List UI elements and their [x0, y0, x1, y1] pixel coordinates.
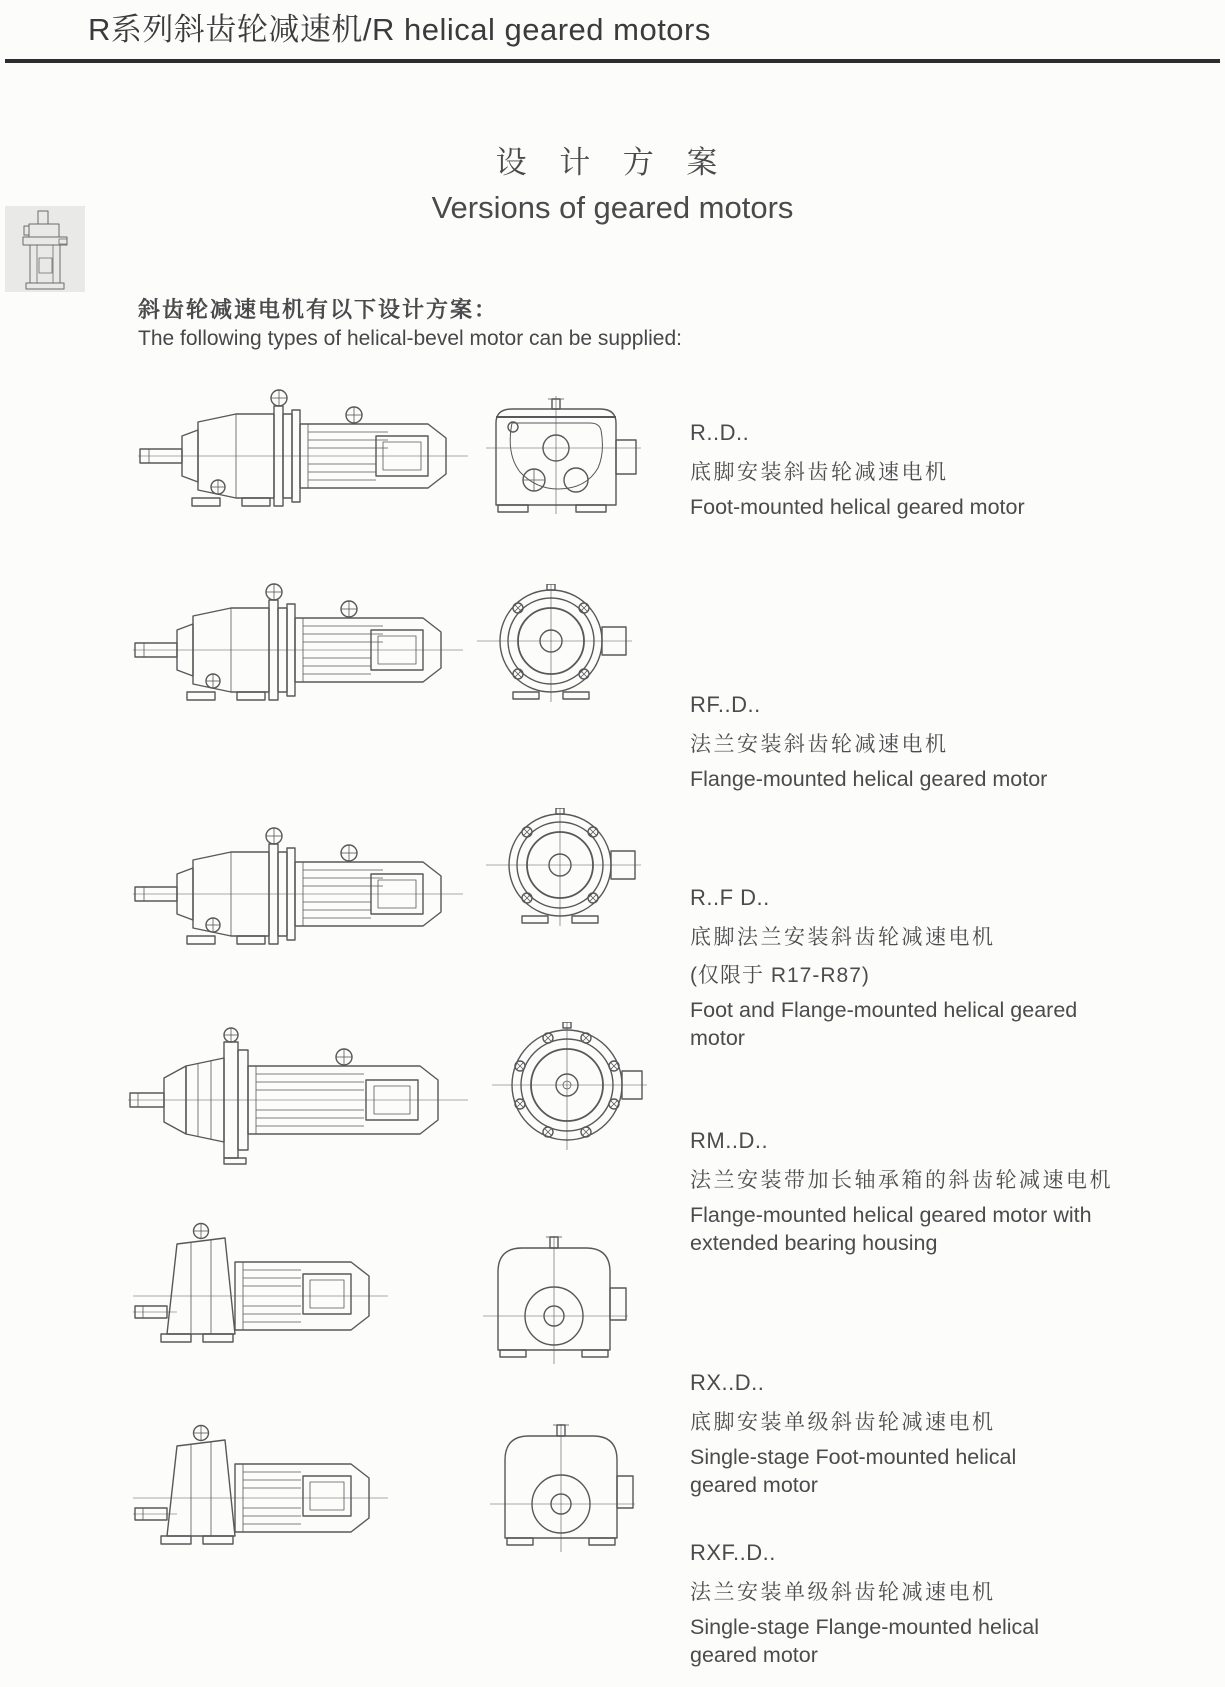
description-cn: 法兰安装带加长轴承箱的斜齿轮减速电机 — [690, 1169, 1113, 1192]
front-view-drawing-r-d — [486, 396, 641, 514]
side-view-drawing-r-f-d — [133, 826, 463, 952]
side-view-drawing-rm-d — [128, 1026, 468, 1166]
description-cn: 法兰安装斜齿轮减速电机 — [690, 733, 949, 756]
version-text-rxf-d — [690, 1540, 1085, 1669]
margin-thumbnail — [5, 206, 85, 292]
model-code: RM..D.. — [690, 1128, 769, 1153]
vertical-geared-motor-icon — [5, 206, 85, 292]
model-code: R..D.. — [690, 420, 750, 445]
front-view-drawing-rm-d — [492, 1022, 647, 1150]
description-cn: 法兰安装单级斜齿轮减速电机 — [690, 1581, 996, 1604]
description-en: Single-stage Flange-mounted helical geared motor — [690, 1615, 1039, 1667]
intro-text-en: The following types of helical-bevel motor can be supplied: — [138, 327, 682, 350]
version-text-rx-d — [690, 1370, 1055, 1499]
side-view-drawing-r-d — [138, 388, 468, 514]
description-en: Flange-mounted helical geared motor with extended bearing housing — [690, 1203, 1092, 1255]
front-view-drawing-rf-d — [477, 584, 632, 702]
description-en: Single-stage Foot-mounted helical geared motor — [690, 1445, 1017, 1497]
version-text-rm-d — [690, 1128, 1145, 1257]
model-code: R..F D.. — [690, 885, 770, 910]
description-en: Foot-mounted helical geared motor — [690, 495, 1025, 519]
version-text-r-d — [690, 420, 1170, 522]
description-cn: 底脚安装单级斜齿轮减速电机 — [690, 1411, 996, 1434]
description-cn: 底脚法兰安装斜齿轮减速电机 — [690, 926, 996, 949]
version-text-rf-d — [690, 692, 1170, 794]
page-header-title: R系列斜齿轮减速机/R helical geared motors — [88, 12, 711, 47]
section-title-cn: 设 计 方 案 — [495, 145, 730, 180]
section-title-en: Versions of geared motors — [431, 190, 794, 225]
model-code: RXF..D.. — [690, 1540, 776, 1565]
description-en: Flange-mounted helical geared motor — [690, 767, 1048, 791]
side-view-drawing-rf-d — [133, 582, 463, 708]
description-cn: 底脚安装斜齿轮减速电机 — [690, 461, 949, 484]
description-en: Foot and Flange-mounted helical geared motor — [690, 998, 1078, 1050]
size-restriction-note: (仅限于 R17-R87) — [690, 964, 870, 987]
version-text-r-f-d — [690, 885, 1120, 1052]
intro-text-cn: 斜齿轮减速电机有以下设计方案： — [138, 297, 499, 322]
model-code: RF..D.. — [690, 692, 761, 717]
header-rule — [5, 59, 1220, 63]
model-code: RX..D.. — [690, 1370, 765, 1395]
side-view-drawing-rxf-d — [133, 1424, 388, 1566]
front-view-drawing-r-f-d — [486, 808, 641, 926]
front-view-drawing-rx-d — [483, 1236, 628, 1364]
side-view-drawing-rx-d — [133, 1222, 388, 1364]
front-view-drawing-rxf-d — [490, 1424, 635, 1552]
